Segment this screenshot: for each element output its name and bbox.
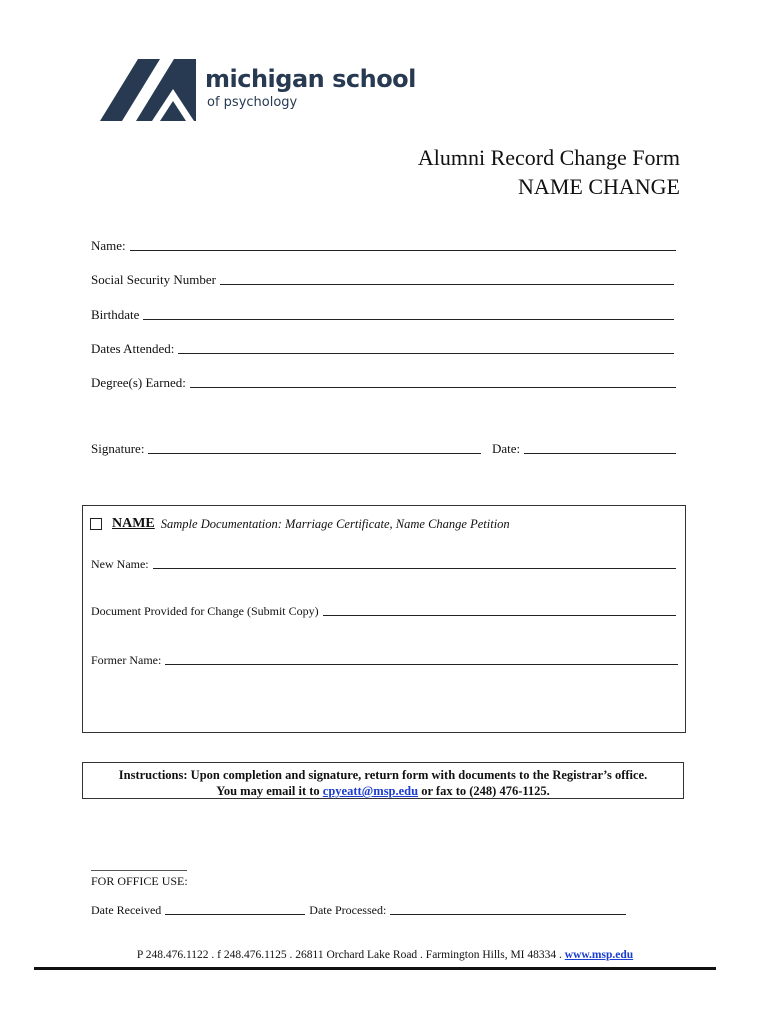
document-label: Document Provided for Change (Submit Copy) [91, 604, 319, 618]
date-field[interactable] [492, 441, 676, 457]
office-dates-row [91, 903, 630, 918]
logo-name: michigan school [205, 65, 416, 93]
school-logo [100, 55, 416, 127]
date-received-label: Date Received [91, 903, 162, 917]
degrees-label: Degree(s) Earned: [91, 375, 186, 390]
dates-attended-label: Dates Attended: [91, 341, 175, 356]
name-change-box [82, 505, 686, 733]
logo-mark-icon [100, 55, 200, 125]
former-name-line[interactable] [165, 664, 678, 665]
instructions-line2 [83, 783, 683, 799]
new-name-label: New Name: [91, 557, 149, 571]
website-link[interactable]: www.msp.edu [564, 949, 634, 961]
office-use-label: FOR OFFICE USE: [91, 874, 188, 888]
form-subtitle: NAME CHANGE [518, 174, 680, 199]
ssn-line[interactable] [220, 284, 674, 285]
name-change-header [90, 516, 510, 532]
office-divider [91, 870, 187, 871]
new-name-field[interactable] [91, 557, 676, 572]
ssn-field[interactable] [91, 272, 674, 288]
document-field[interactable] [91, 604, 676, 619]
name-line[interactable] [130, 250, 676, 251]
instructions-box [82, 762, 684, 799]
registrar-email-link[interactable]: cpyeatt@msp.edu [322, 784, 419, 798]
former-name-field[interactable] [91, 653, 678, 668]
name-label: Name: [91, 238, 126, 253]
ssn-label: Social Security Number [91, 272, 216, 287]
dates-attended-field[interactable] [91, 341, 674, 357]
footer-contact [0, 949, 770, 961]
logo-subtitle: of psychology [207, 95, 298, 110]
dates-attended-line[interactable] [178, 353, 674, 354]
signature-field[interactable] [91, 441, 481, 457]
birthdate-field[interactable] [91, 307, 674, 323]
footer-rule [34, 967, 716, 970]
date-received-line[interactable] [165, 914, 305, 915]
birthdate-line[interactable] [143, 319, 674, 320]
signature-label: Signature: [91, 441, 145, 456]
footer-address: P 248.476.1122 . f 248.476.1125 . 26811 Orchard Lake Road . Farmington Hills, MI 48334 . [136, 949, 562, 961]
document-line[interactable] [323, 615, 676, 616]
name-field[interactable] [91, 238, 676, 254]
date-label: Date: [492, 441, 521, 456]
new-name-line[interactable] [153, 568, 676, 569]
name-checkbox-label: NAME [112, 516, 155, 531]
degrees-field[interactable] [91, 375, 676, 391]
date-processed-line[interactable] [390, 914, 626, 915]
sample-documentation: Sample Documentation: Marriage Certificate, Name Change Petition [160, 516, 510, 531]
instructions-email-prefix: You may email it to [216, 784, 320, 798]
degrees-line[interactable] [190, 387, 676, 388]
former-name-label: Former Name: [91, 653, 162, 667]
instructions-line1: Instructions: Upon completion and signature, return form with documents to the Registrar’s office. [118, 768, 648, 782]
form-title: Alumni Record Change Form [417, 145, 680, 170]
instructions-fax: or fax to (248) 476-1125. [421, 784, 550, 798]
signature-line[interactable] [148, 453, 481, 454]
date-processed-label: Date Processed: [309, 903, 387, 917]
name-checkbox[interactable] [90, 518, 102, 530]
date-line[interactable] [524, 453, 676, 454]
birthdate-label: Birthdate [91, 307, 140, 322]
